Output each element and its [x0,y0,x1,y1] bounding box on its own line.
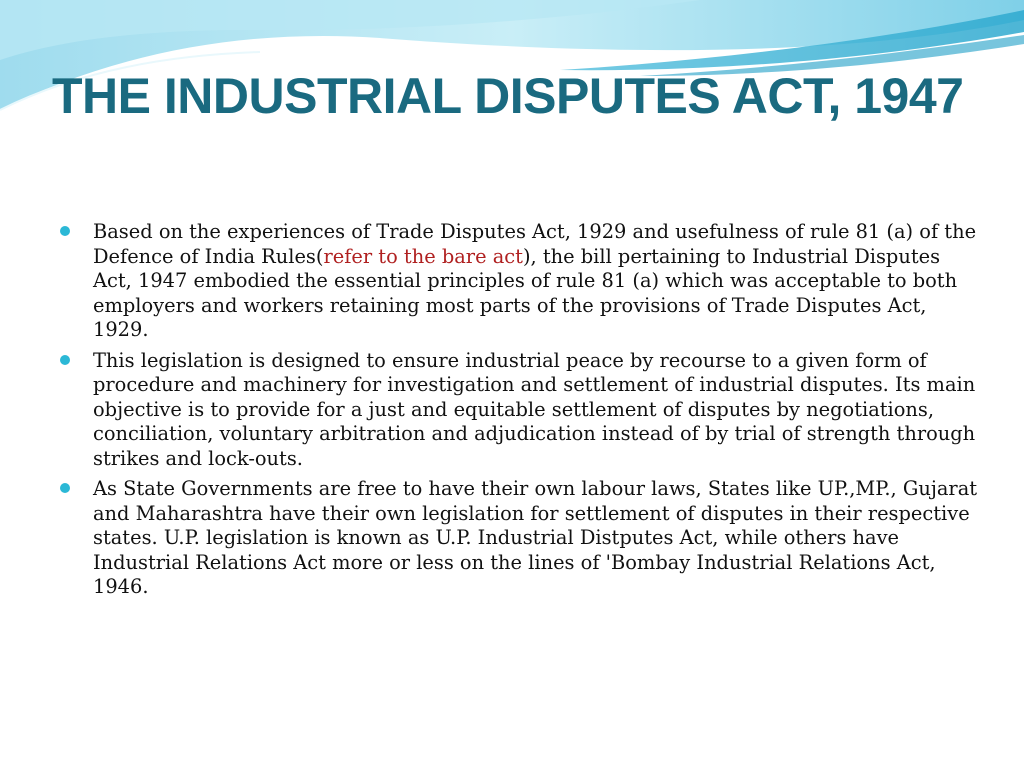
bullet-item [58,477,978,600]
bullet-dot-icon [60,355,70,365]
bullet-list [58,220,978,606]
bullet-text: As State Governments are free to have their own labour laws, States like UP.,MP., Gujarat and Maharashtra have their own legislation for settlement of disputes in their respective states. U.P. legislation is known as U.P. Industrial Distputes Act, while others have Industrial Relations Act more or less on the lines of 'Bombay Industrial Relations Act, 1946. [93,477,978,598]
bullet-text: This legislation is designed to ensure industrial peace by recourse to a given form of procedure and machinery for investigation and settlement of industrial disputes. Its main objective is to provide for a just and equitable settlement of disputes by negotiations, conciliation, voluntary arbitration and adjudication instead of by trial of strength through strikes and lock-outs. [93,348,976,470]
bullet-text-before: Based on the experiences of Trade Disputes Act, 1929 and usefulness of rule 81 (a) of the Defence of India Rules( [93,220,977,268]
slide-title: THE INDUSTRIAL DISPUTES ACT, 1947 [52,68,964,124]
bare-act-reference-link[interactable]: refer to the bare act [323,244,523,268]
bullet-text-after: ), the bill pertaining to Industrial Disputes Act, 1947 embodied the essential principles of rule 81 (a) which was acceptable to both employers and workers retaining most parts of the provisions of Trade Disputes Act, 1929. [93,244,958,341]
bullet-item [58,220,978,343]
bullet-dot-icon [60,483,70,493]
bullet-dot-icon [60,226,70,236]
bullet-item [58,349,978,472]
